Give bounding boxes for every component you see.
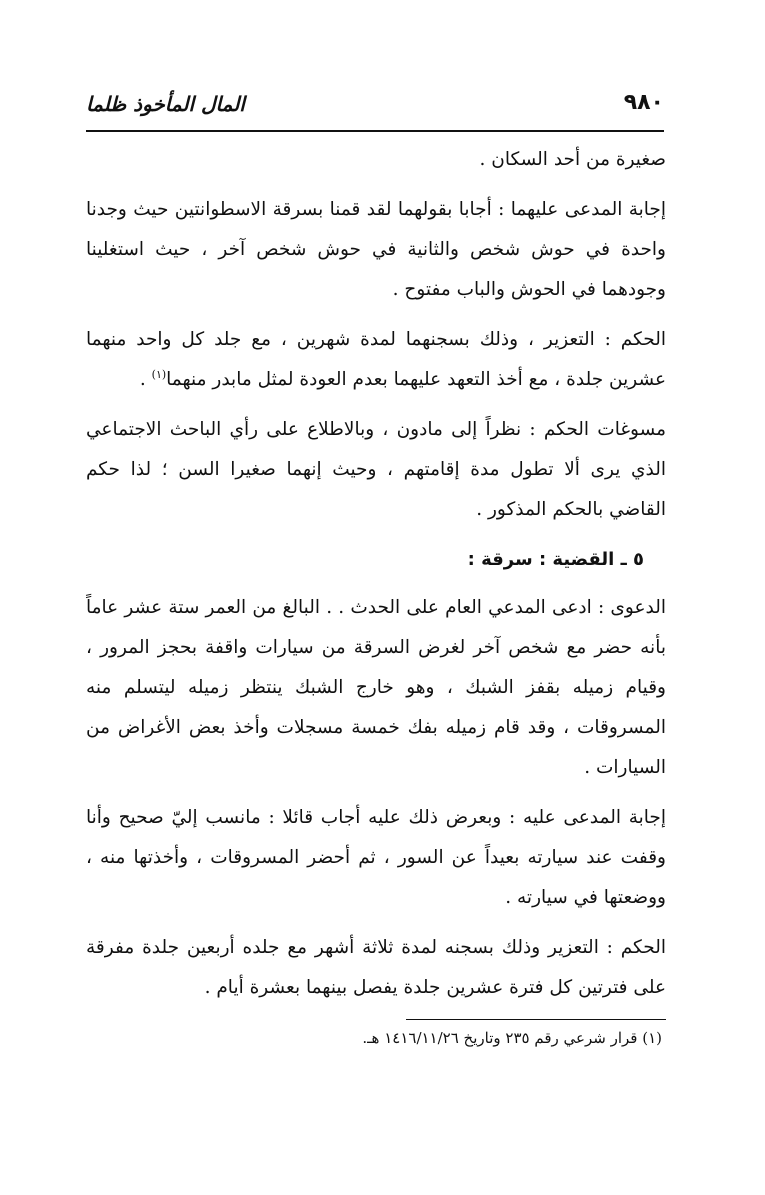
paragraph-continuation: صغيرة من أحد السكان . [479,149,666,170]
footnote-rule [406,1019,666,1020]
paragraph-ruling-2: الحكم : التعزير وذلك بسجنه لمدة ثلاثة أشهر مع جلده أربعين جلدة مفرقة على فترتين كل فترة عشرين جلدة يفصل بينهما بعشرة أيام . [86,937,666,998]
body-text [86,140,666,1018]
header-rule [86,130,664,132]
ruling-1-tail: . [139,369,152,390]
page-number: ٩٨٠ [623,90,664,115]
paragraph-defendant-answer-2: إجابة المدعى عليه : وبعرض ذلك عليه أجاب قائلا : مانسب إليّ صحيح وأنا وقفت عند سيارته بعيداً عن السور ، ثم أحضر المسروقات ، وأخذتها منه ، ووضعتها في سيارته . [86,807,666,908]
footnote: (١) قرار شرعي رقم ٢٣٥ وتاريخ ١٤١٦/١١/٢٦ هـ. [362,1029,662,1047]
section-heading: ٥ ـ القضية : سرقة : [467,549,644,570]
footnote-reference[interactable]: (١) [151,367,167,381]
paragraph-claim: الدعوى : ادعى المدعي العام على الحدث . . البالغ من العمر ستة عشر عاماً بأنه حضر مع شخص آخر لغرض السرقة من سيارات واقفة بحجز المرور ، وقيام زميله بقفز الشبك ، وهو خارج الشبك ينتظر زميله ليتسلم منه المسروقات ، وقد قام زميله بفك خمسة مسجلات وأخذ بعض الأغراض من السيارات . [86,597,666,778]
page-header [86,92,664,128]
ruling-1-text: الحكم : التعزير ، وذلك بسجنهما لمدة شهرين ، مع جلد كل واحد منهما عشرين جلدة ، مع أخذ التعهد عليهما بعدم العودة لمثل مابدر منهما [86,329,666,390]
paragraph-defendants-answer-1: إجابة المدعى عليهما : أجابا بقولهما لقد قمنا بسرقة الاسطوانتين حيث وجدنا واحدة في حوش شخص والثانية في حوش شخص آخر ، حيث استغلينا وجودهما في الحوش والباب مفتوح . [86,199,666,300]
paragraph-ruling-justification: مسوغات الحكم : نظراً إلى مادون ، وبالاطلاع على رأي الباحث الاجتماعي الذي يرى ألا تطول مدة إقامتهم ، وحيث إنهما صغيرا السن ؛ لذا حكم القاضي بالحكم المذكور . [86,419,666,520]
paragraph-ruling-1 [86,320,666,400]
running-title: المال المأخوذ ظلما [86,92,245,116]
